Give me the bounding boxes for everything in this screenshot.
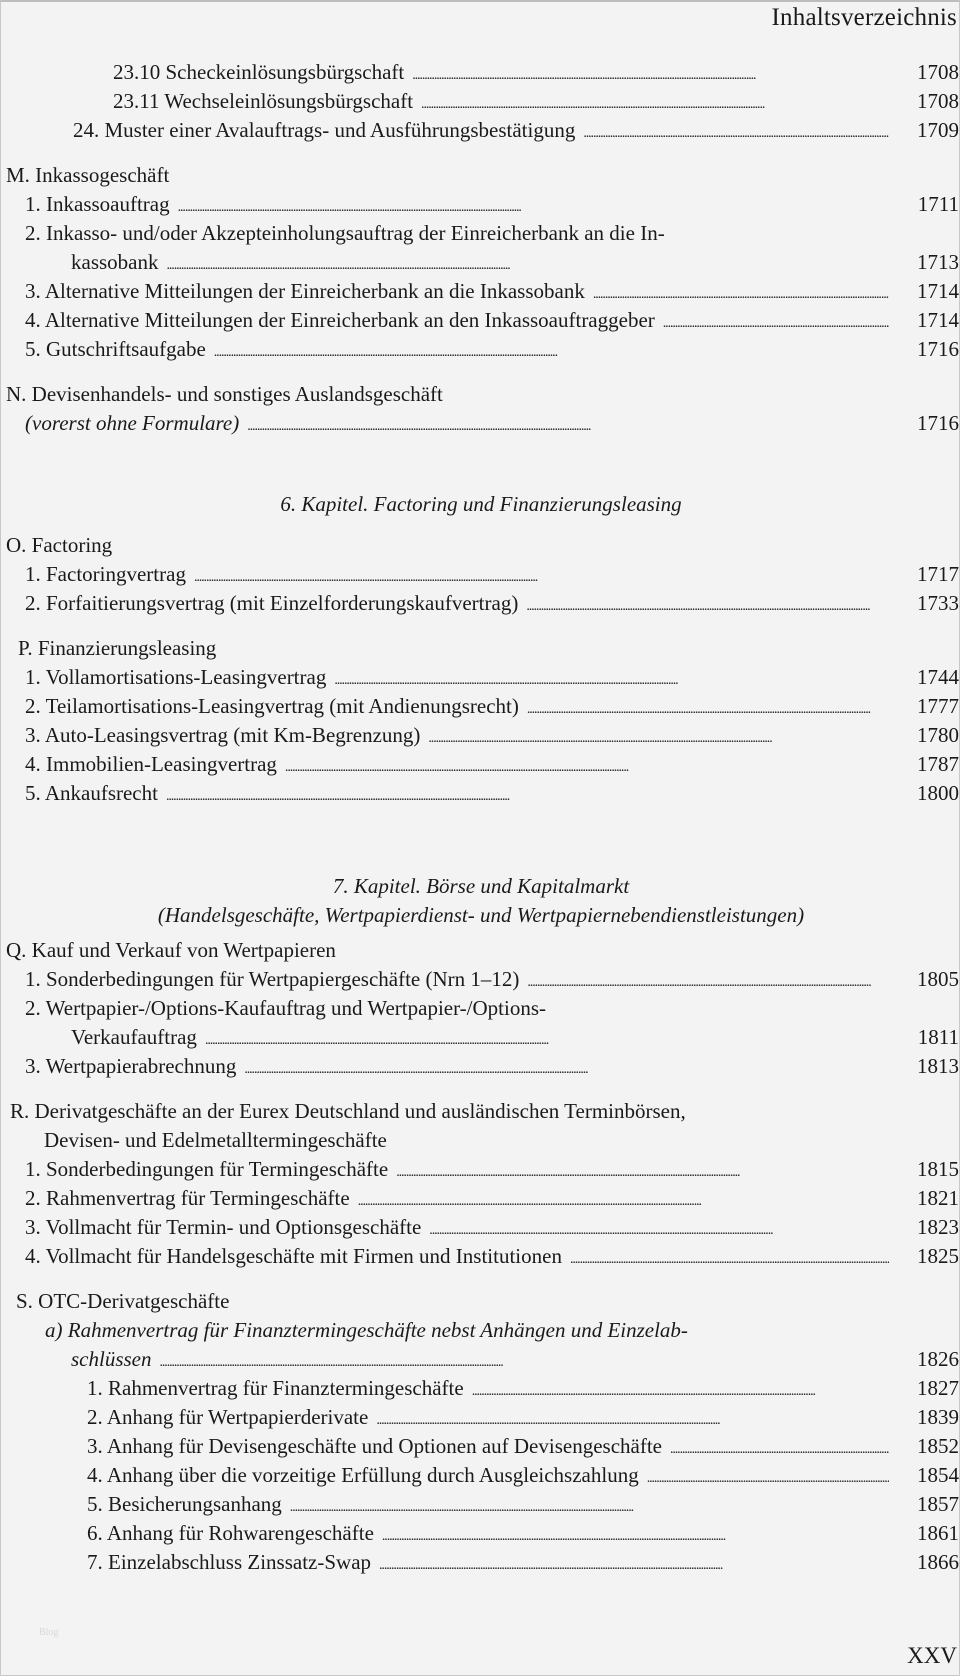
toc-entry-text: schlüssen (71, 1347, 152, 1371)
toc-entry-page: 1839 (917, 1405, 959, 1429)
toc-entry-text: Verkaufauftrag (71, 1025, 197, 1049)
toc-entry-page: 1716 (917, 337, 959, 361)
toc-entry-text: a) Rahmenvertrag für Finanztermingeschäfte nebst Anhängen und Einzelab- (45, 1318, 688, 1342)
leader-dots (358, 1184, 889, 1216)
leader-dots (663, 306, 889, 338)
leader-dots (244, 1052, 889, 1084)
toc-entry[interactable] (1, 589, 960, 618)
toc-entry-page: 1709 (917, 118, 959, 142)
toc-entry-page: 1708 (917, 89, 959, 113)
toc-entry-text: 1. Sonderbedingungen für Wertpapiergeschäfte (Nrn 1–12) (25, 967, 520, 991)
leader-dots (570, 1242, 889, 1274)
leader-dots (428, 721, 889, 753)
watermark: Blog (39, 1627, 59, 1638)
toc-entry[interactable] (1, 306, 960, 335)
toc-entry-page: 1857 (917, 1492, 959, 1516)
section-title-n[interactable]: N. Devisenhandels- und sonstiges Auslandsgeschäft (6, 382, 443, 406)
toc-entry-line1[interactable] (1, 994, 960, 1023)
toc-entry-text: 2. Wertpapier-/Options-Kaufauftrag und Wertpapier-/Options- (25, 996, 547, 1020)
toc-entry-page: 1861 (917, 1521, 959, 1545)
toc-entry-text: 1. Vollamortisations-Leasingvertrag (25, 665, 327, 689)
toc-entry[interactable] (1, 1213, 960, 1242)
section-title-r[interactable]: R. Derivatgeschäfte an der Eurex Deutschland und ausländischen Terminbörsen, (10, 1099, 686, 1123)
toc-entry[interactable] (1, 1023, 960, 1052)
leader-dots (247, 409, 889, 441)
toc-entry[interactable] (1, 1432, 960, 1461)
leader-dots (647, 1461, 889, 1493)
running-head: Inhaltsverzeichnis (771, 4, 957, 31)
leader-dots (160, 1345, 890, 1377)
section-title-q[interactable]: Q. Kauf und Verkauf von Wertpapieren (6, 938, 336, 962)
toc-entry-text: 23.10 Scheckeinlösungsbürgschaft (113, 60, 405, 84)
section-title-p[interactable]: P. Finanzierungsleasing (18, 636, 217, 660)
toc-entry-text: kassobank (71, 250, 159, 274)
toc-entry[interactable] (1, 1052, 960, 1081)
toc-entry-text: 3. Wertpapierabrechnung (25, 1054, 237, 1078)
toc-entry[interactable] (1, 87, 960, 116)
toc-entry-page: 1787 (917, 752, 959, 776)
toc-entry[interactable] (1, 409, 960, 438)
leader-dots (593, 277, 889, 309)
toc-entry[interactable] (1, 1490, 960, 1519)
toc-entry-page: 1811 (917, 1025, 959, 1049)
toc-entry[interactable] (1, 116, 960, 145)
toc-entry[interactable] (1, 560, 960, 589)
toc-entry[interactable] (1, 965, 960, 994)
toc-entry-page: 1717 (917, 562, 959, 586)
section-title-r-cont[interactable]: Devisen- und Edelmetalltermingeschäfte (44, 1128, 387, 1152)
toc-entry-text: 3. Anhang für Devisengeschäfte und Optionen auf Devisengeschäfte (87, 1434, 662, 1458)
toc-entry-text: 5. Ankaufsrecht (25, 781, 158, 805)
toc-entry-text: 1. Rahmenvertrag für Finanztermingeschäfte (87, 1376, 464, 1400)
toc-entry[interactable] (1, 779, 960, 808)
toc-entry[interactable] (1, 277, 960, 306)
toc-entry-line1[interactable] (1, 219, 960, 248)
toc-entry-text: 2. Inkasso- und/oder Akzepteinholungsauftrag der Einreicherbank an die In- (25, 221, 665, 245)
toc-entry-page: 1714 (917, 279, 959, 303)
toc-subsection-line1[interactable] (1, 1316, 960, 1345)
section-title-s[interactable]: S. OTC-Derivatgeschäfte (16, 1289, 230, 1313)
chapter-subheading-7: (Handelsgeschäfte, Wertpapierdienst- und Wertpapiernebendienstleistungen) (157, 903, 805, 927)
toc-entry-page: 1813 (917, 1054, 959, 1078)
toc-entry-page: 1852 (917, 1434, 959, 1458)
toc-entry-text: 24. Muster einer Avalauftrags- und Ausführungsbestätigung (73, 118, 576, 142)
toc-entry-text: 5. Besicherungsanhang (87, 1492, 282, 1516)
toc-entry[interactable] (1, 1461, 960, 1490)
toc-entry[interactable] (1, 190, 960, 219)
toc-entry[interactable] (1, 1374, 960, 1403)
leader-dots (205, 1023, 889, 1055)
toc-entry-page: 1827 (917, 1376, 959, 1400)
toc-entry[interactable] (1, 1242, 960, 1271)
leader-dots (396, 1155, 889, 1187)
leader-dots (526, 589, 889, 621)
toc-entry[interactable] (1, 721, 960, 750)
leader-dots (166, 779, 889, 811)
leader-dots (527, 692, 889, 724)
toc-entry-page: 1708 (917, 60, 959, 84)
toc-entry-page: 1826 (917, 1347, 959, 1371)
toc-entry-page: 1744 (917, 665, 959, 689)
section-title-m[interactable]: M. Inkassogeschäft (6, 163, 170, 187)
toc-subsection[interactable] (1, 1345, 960, 1374)
toc-entry-text: 1. Factoringvertrag (25, 562, 186, 586)
toc-entry-page: 1821 (917, 1186, 959, 1210)
toc-entry-text: 3. Vollmacht für Termin- und Optionsgeschäfte (25, 1215, 422, 1239)
toc-entry-page: 1815 (917, 1157, 959, 1181)
toc-entry-page: 1823 (917, 1215, 959, 1239)
leader-dots (382, 1519, 889, 1551)
toc-entry-text: 4. Vollmacht für Handelsgeschäfte mit Firmen und Institutionen (25, 1244, 562, 1268)
leader-dots (334, 663, 889, 695)
leader-dots (167, 248, 890, 280)
toc-entry-text: 2. Teilamortisations-Leasingvertrag (mit Andienungsrecht) (25, 694, 519, 718)
toc-entry-page: 1854 (917, 1463, 959, 1487)
leader-dots (670, 1432, 889, 1464)
toc-entry-text: 3. Auto-Leasingsvertrag (mit Km-Begrenzung) (25, 723, 421, 747)
leader-dots (412, 58, 889, 90)
section-title-o[interactable]: O. Factoring (6, 533, 113, 557)
toc-entry[interactable] (1, 750, 960, 779)
toc-entry-text: 6. Anhang für Rohwarengeschäfte (87, 1521, 374, 1545)
leader-dots (194, 560, 889, 592)
toc-entry-page: 1733 (917, 591, 959, 615)
toc-entry-text: 4. Immobilien-Leasingvertrag (25, 752, 277, 776)
leader-dots (472, 1374, 889, 1406)
chapter-heading-6: 6. Kapitel. Factoring und Finanzierungsleasing (280, 492, 682, 516)
toc-entry-text: 7. Einzelabschluss Zinssatz-Swap (87, 1550, 372, 1574)
toc-entry-page: 1713 (917, 250, 959, 274)
leader-dots (421, 87, 889, 119)
toc-entry-text: 2. Rahmenvertrag für Termingeschäfte (25, 1186, 350, 1210)
toc-entry-page: 1866 (917, 1550, 959, 1574)
leader-dots (429, 1213, 889, 1245)
toc-entry[interactable] (1, 692, 960, 721)
toc-entry-text: 3. Alternative Mitteilungen der Einreicherbank an die Inkassobank (25, 279, 585, 303)
chapter-heading-7: 7. Kapitel. Börse und Kapitalmarkt (332, 874, 630, 898)
toc-entry-page: 1711 (917, 192, 959, 216)
page-number: XXV (907, 1643, 957, 1668)
leader-dots (178, 190, 889, 222)
toc-entry[interactable] (1, 1519, 960, 1548)
leader-dots (527, 965, 889, 997)
leader-dots (376, 1403, 889, 1435)
toc-entry-text: 5. Gutschriftsaufgabe (25, 337, 206, 361)
toc-entry-text: 2. Anhang für Wertpapierderivate (87, 1405, 369, 1429)
toc-entry[interactable] (1, 248, 960, 277)
leader-dots (214, 335, 889, 367)
toc-entry-page: 1825 (917, 1244, 959, 1268)
toc-entry[interactable] (1, 663, 960, 692)
toc-entry-text: (vorerst ohne Formulare) (25, 411, 240, 435)
toc-entry[interactable] (1, 1184, 960, 1213)
toc-entry-text: 2. Forfaitierungsvertrag (mit Einzelforderungskaufvertrag) (25, 591, 519, 615)
toc-entry[interactable] (1, 335, 960, 364)
toc-entry[interactable] (1, 58, 960, 87)
toc-entry-text: 1. Sonderbedingungen für Termingeschäfte (25, 1157, 389, 1181)
leader-dots (583, 116, 889, 148)
toc-entry-text: 1. Inkassoauftrag (25, 192, 170, 216)
toc-entry-page: 1780 (917, 723, 959, 747)
leader-dots (379, 1548, 889, 1580)
toc-entry-text: 4. Anhang über die vorzeitige Erfüllung durch Ausgleichszahlung (87, 1463, 639, 1487)
toc-entry-page: 1716 (917, 411, 959, 435)
toc-entry-page: 1777 (917, 694, 959, 718)
toc-entry[interactable] (1, 1548, 960, 1577)
toc-entry-text: 23.11 Wechseleinlösungsbürgschaft (113, 89, 414, 113)
table-of-contents (1, 58, 960, 1577)
leader-dots (285, 750, 889, 782)
toc-entry-page: 1805 (917, 967, 959, 991)
toc-entry[interactable] (1, 1403, 960, 1432)
toc-entry[interactable] (1, 1155, 960, 1184)
leader-dots (290, 1490, 889, 1522)
toc-entry-page: 1714 (917, 308, 959, 332)
toc-entry-text: 4. Alternative Mitteilungen der Einreicherbank an den Inkassoauftraggeber (25, 308, 655, 332)
toc-entry-page: 1800 (917, 781, 959, 805)
